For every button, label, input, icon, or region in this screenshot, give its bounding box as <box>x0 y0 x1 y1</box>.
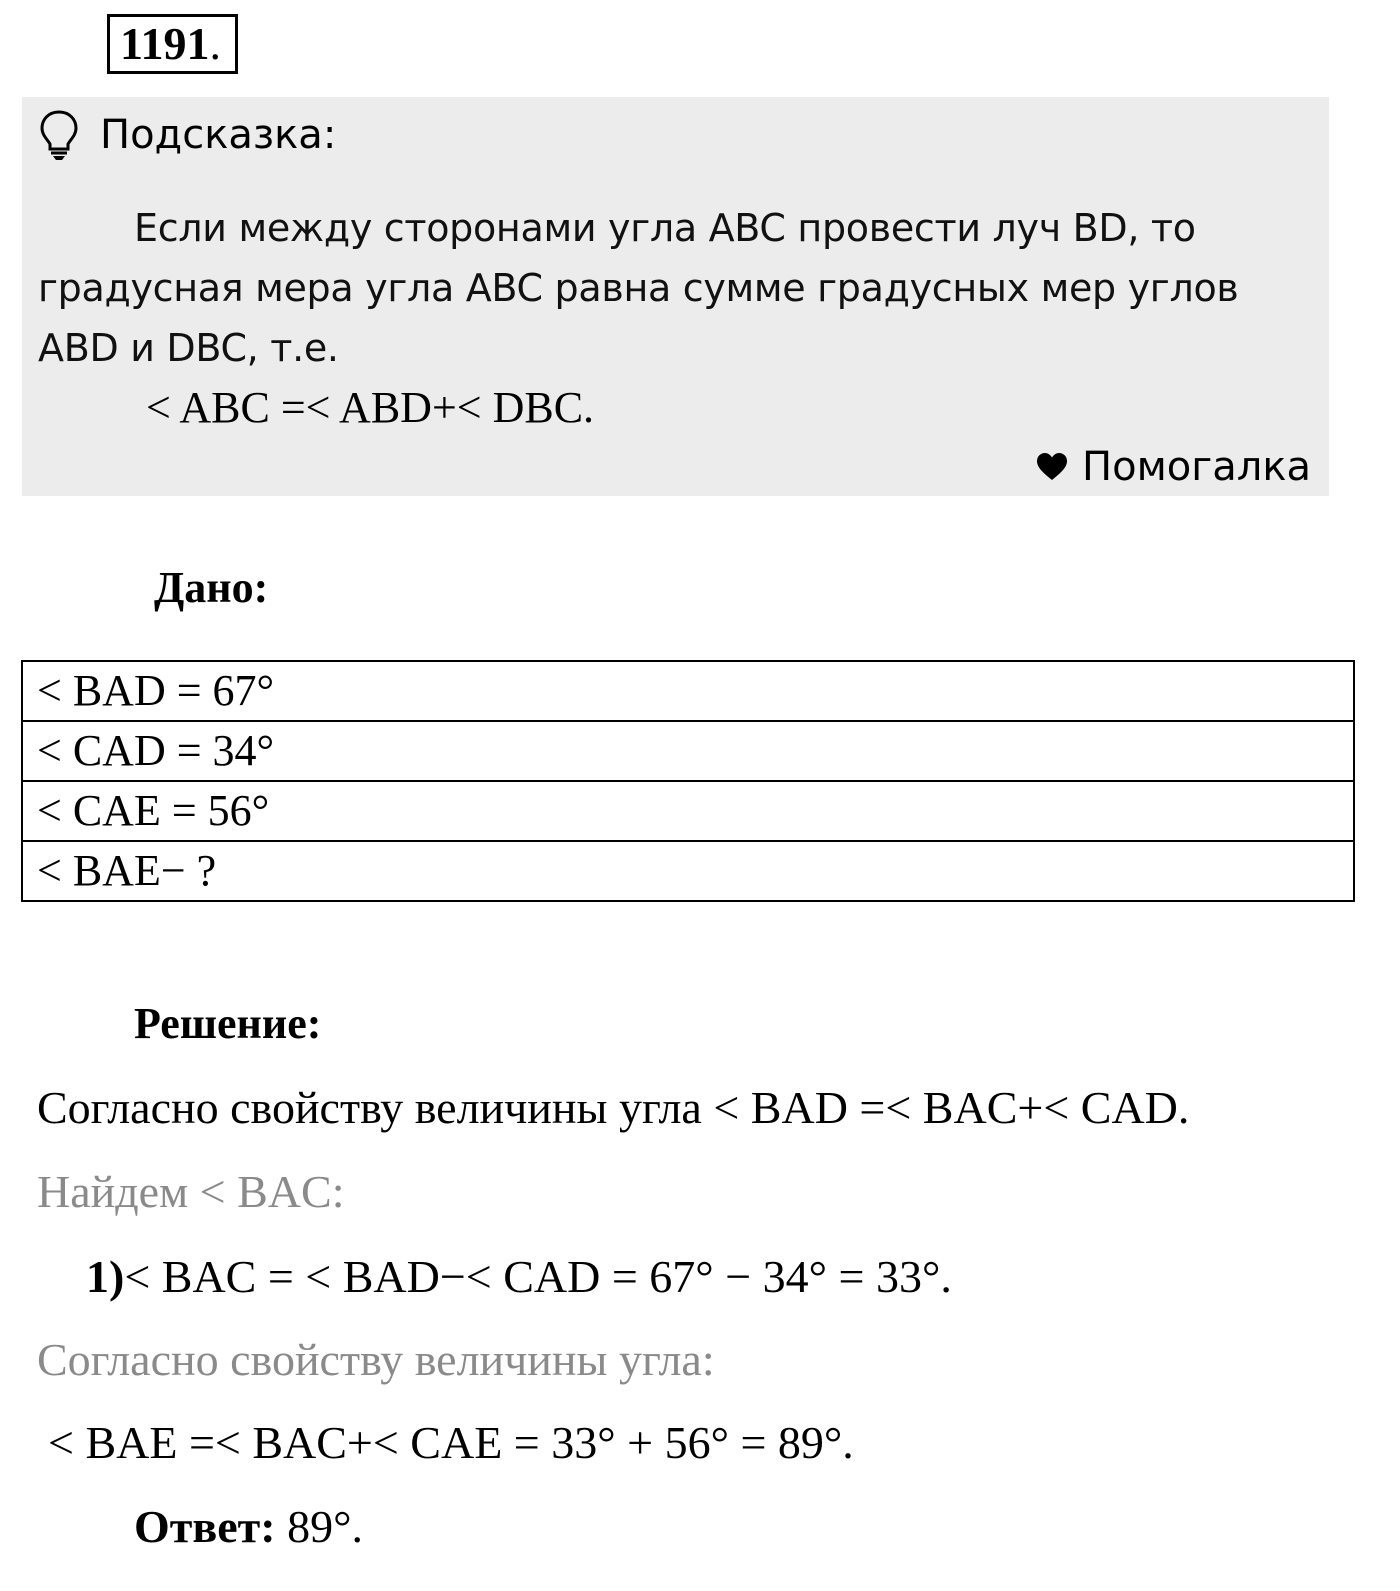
hint-header <box>38 109 336 161</box>
given-row <box>22 661 1354 721</box>
step-formula: < BAC = < BAD−< CAD = 67° − 34° = 33°. <box>124 1251 952 1302</box>
answer-label: Ответ: <box>134 1501 276 1552</box>
problem-number-box <box>107 14 238 74</box>
given-row <box>22 781 1354 841</box>
solution-title: Решение: <box>134 999 322 1048</box>
find-label: Найдем < BAC: <box>37 1166 345 1217</box>
given-title: Дано: <box>154 563 269 612</box>
hint-footer <box>1036 439 1311 495</box>
hint-footer-label: Помогалка <box>1082 444 1311 490</box>
hint-text-line-3: ABD и DBC, т.е. <box>38 326 339 370</box>
solution-line-1: Согласно свойству величины угла < BAD =< BAC+< CAD. <box>37 1082 1190 1133</box>
given-row-1: < BAD = 67° <box>22 661 1354 721</box>
heart-icon <box>1036 452 1068 482</box>
problem-number: 1191 <box>120 18 210 69</box>
answer-value: 89°. <box>275 1501 363 1552</box>
hint-formula: < ABC =< ABD+< DBC. <box>146 383 595 432</box>
hint-text-line-1: Если между сторонами угла ABC провести луч BD, то <box>134 206 1196 250</box>
given-row-2: < CAD = 34° <box>22 721 1354 781</box>
step-1 <box>86 1247 952 1307</box>
hint-text-line-2: градусная мера угла ABC равна сумме градусных мер углов <box>38 266 1239 310</box>
given-row <box>22 841 1354 901</box>
hint-panel <box>22 97 1329 496</box>
final-formula: < BAE =< BAC+< CAE = 33° + 56° = 89°. <box>48 1417 854 1468</box>
given-row-4: < BAE− ? <box>22 841 1354 901</box>
lightbulb-icon <box>38 109 80 161</box>
answer <box>134 1497 363 1557</box>
hint-title: Подсказка: <box>100 112 337 158</box>
hint-text <box>38 198 1298 378</box>
property-label: Согласно свойству величины угла: <box>37 1334 715 1385</box>
step-number: 1) <box>86 1251 125 1302</box>
given-row-3: < CAE = 56° <box>22 781 1354 841</box>
given-table <box>21 660 1355 902</box>
problem-number-suffix: . <box>209 18 221 69</box>
given-row <box>22 721 1354 781</box>
